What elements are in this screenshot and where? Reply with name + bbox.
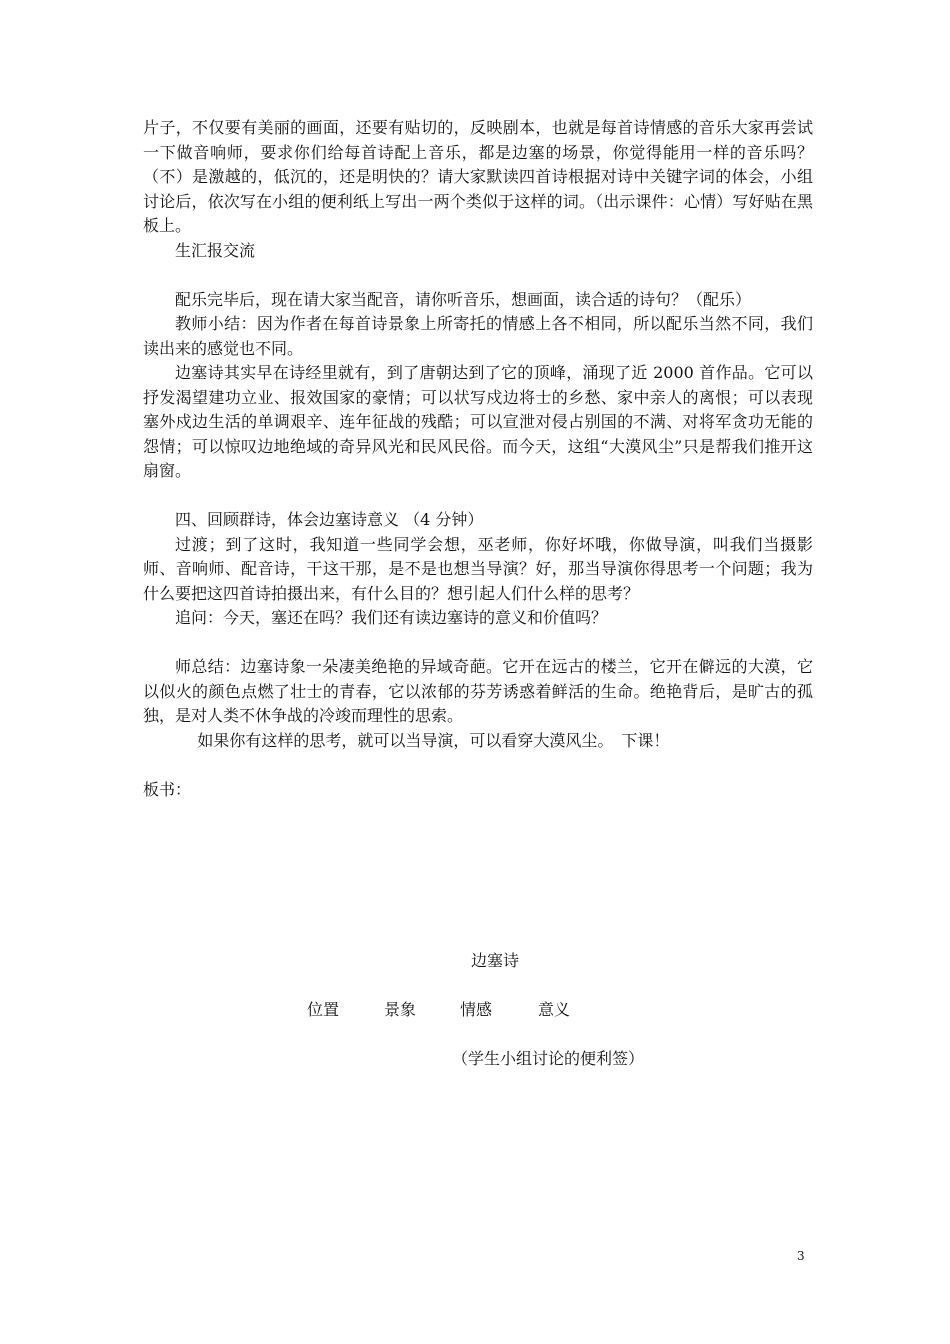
blackboard-column-meaning: 意义 xyxy=(538,1000,571,1019)
paragraph-frontier-poetry-history: 边塞诗其实早在诗经里就有，到了唐朝达到了它的顶峰，涌现了近 2000 首作品。它可以抒发渴望建功立业、报效国家的豪情；可以状写戍边将士的乡愁、家中亲人的离恨；可以表现塞外戍边生活的单调艰辛、连年征战的残酷；可以宣泄对侵占别国的不满、对将军贪功无能的怨情；可以惊叹边地绝域的奇异风光和民风民俗。而今天，这组“大漠风尘”只是帮我们推开这扇窗。 xyxy=(143,363,813,480)
blackboard-column-emotion: 情感 xyxy=(460,1000,493,1019)
paragraph-student-report: 生汇报交流 xyxy=(175,240,256,260)
blackboard-column-scenery: 景象 xyxy=(384,1000,417,1019)
paragraph-closing: 如果你有这样的思考，就可以当导演，可以看穿大漠风尘。 下课！ xyxy=(197,730,670,750)
blank-line xyxy=(143,263,813,288)
blackboard-title: 边塞诗 xyxy=(471,951,520,970)
blackboard-note: （学生小组讨论的便利签） xyxy=(452,1049,645,1068)
blackboard-column-position: 位置 xyxy=(307,1000,340,1019)
paragraph-transition: 过渡；到了这时，我知道一些同学会想，巫老师，你好坏哦，你做导演，叫我们当摄影师、音响师、配音诗，干这干那，是不是也想当导演？好，那当导演你得思考一个问题；我为什么要把这四首诗拍摄出来，有什么目的？想引起人们什么样的思考？ xyxy=(143,534,813,603)
lesson-body-text xyxy=(143,116,813,802)
paragraph-teacher-summary: 教师小结：因为作者在每首诗景象上所寄托的情感上各不相同，所以配乐当然不同，我们读出来的感觉也不同。 xyxy=(143,314,813,358)
blank-line xyxy=(143,631,813,656)
blank-line xyxy=(143,753,813,778)
paragraph-final-summary: 师总结：边塞诗象一朵凄美绝艳的异域奇葩。它开在远古的楼兰，它开在僻远的大漠，它以似火的颜色点燃了壮士的青春，它以浓郁的芬芳诱惑着鲜活的生命。绝艳背后，是旷古的孤独，是对人类不休争战的冷竣而理性的思索。 xyxy=(143,657,813,725)
paragraph-music-intro: 片子，不仅要有美丽的画面，还要有贴切的，反映剧本，也就是每首诗情感的音乐大家再尝试一下做音响师，要求你们给每首诗配上音乐，都是边塞的场景，你觉得能用一样的音乐吗？（不）是激越的，低沉的，还是明快的？请大家默读四首诗根据对诗中关键字词的体会，小组讨论后，依次写在小组的便利纸上写出一两个类似于这样的词。（出示课件：心情）写好贴在黑板上。 xyxy=(143,118,813,235)
section-heading-review: 四、回顾群诗，体会边塞诗意义 （4 分钟） xyxy=(175,510,484,529)
paragraph-dubbing: 配乐完毕后，现在请大家当配音，请你听音乐，想画面，读合适的诗句？（配乐） xyxy=(175,289,752,309)
blackboard-label: 板书： xyxy=(143,779,192,799)
paragraph-follow-up-question: 追问：今天，塞还在吗？我们还有读边塞诗的意义和价值吗？ xyxy=(175,608,608,627)
blank-line xyxy=(143,484,813,509)
page-number: 3 xyxy=(797,1249,805,1263)
